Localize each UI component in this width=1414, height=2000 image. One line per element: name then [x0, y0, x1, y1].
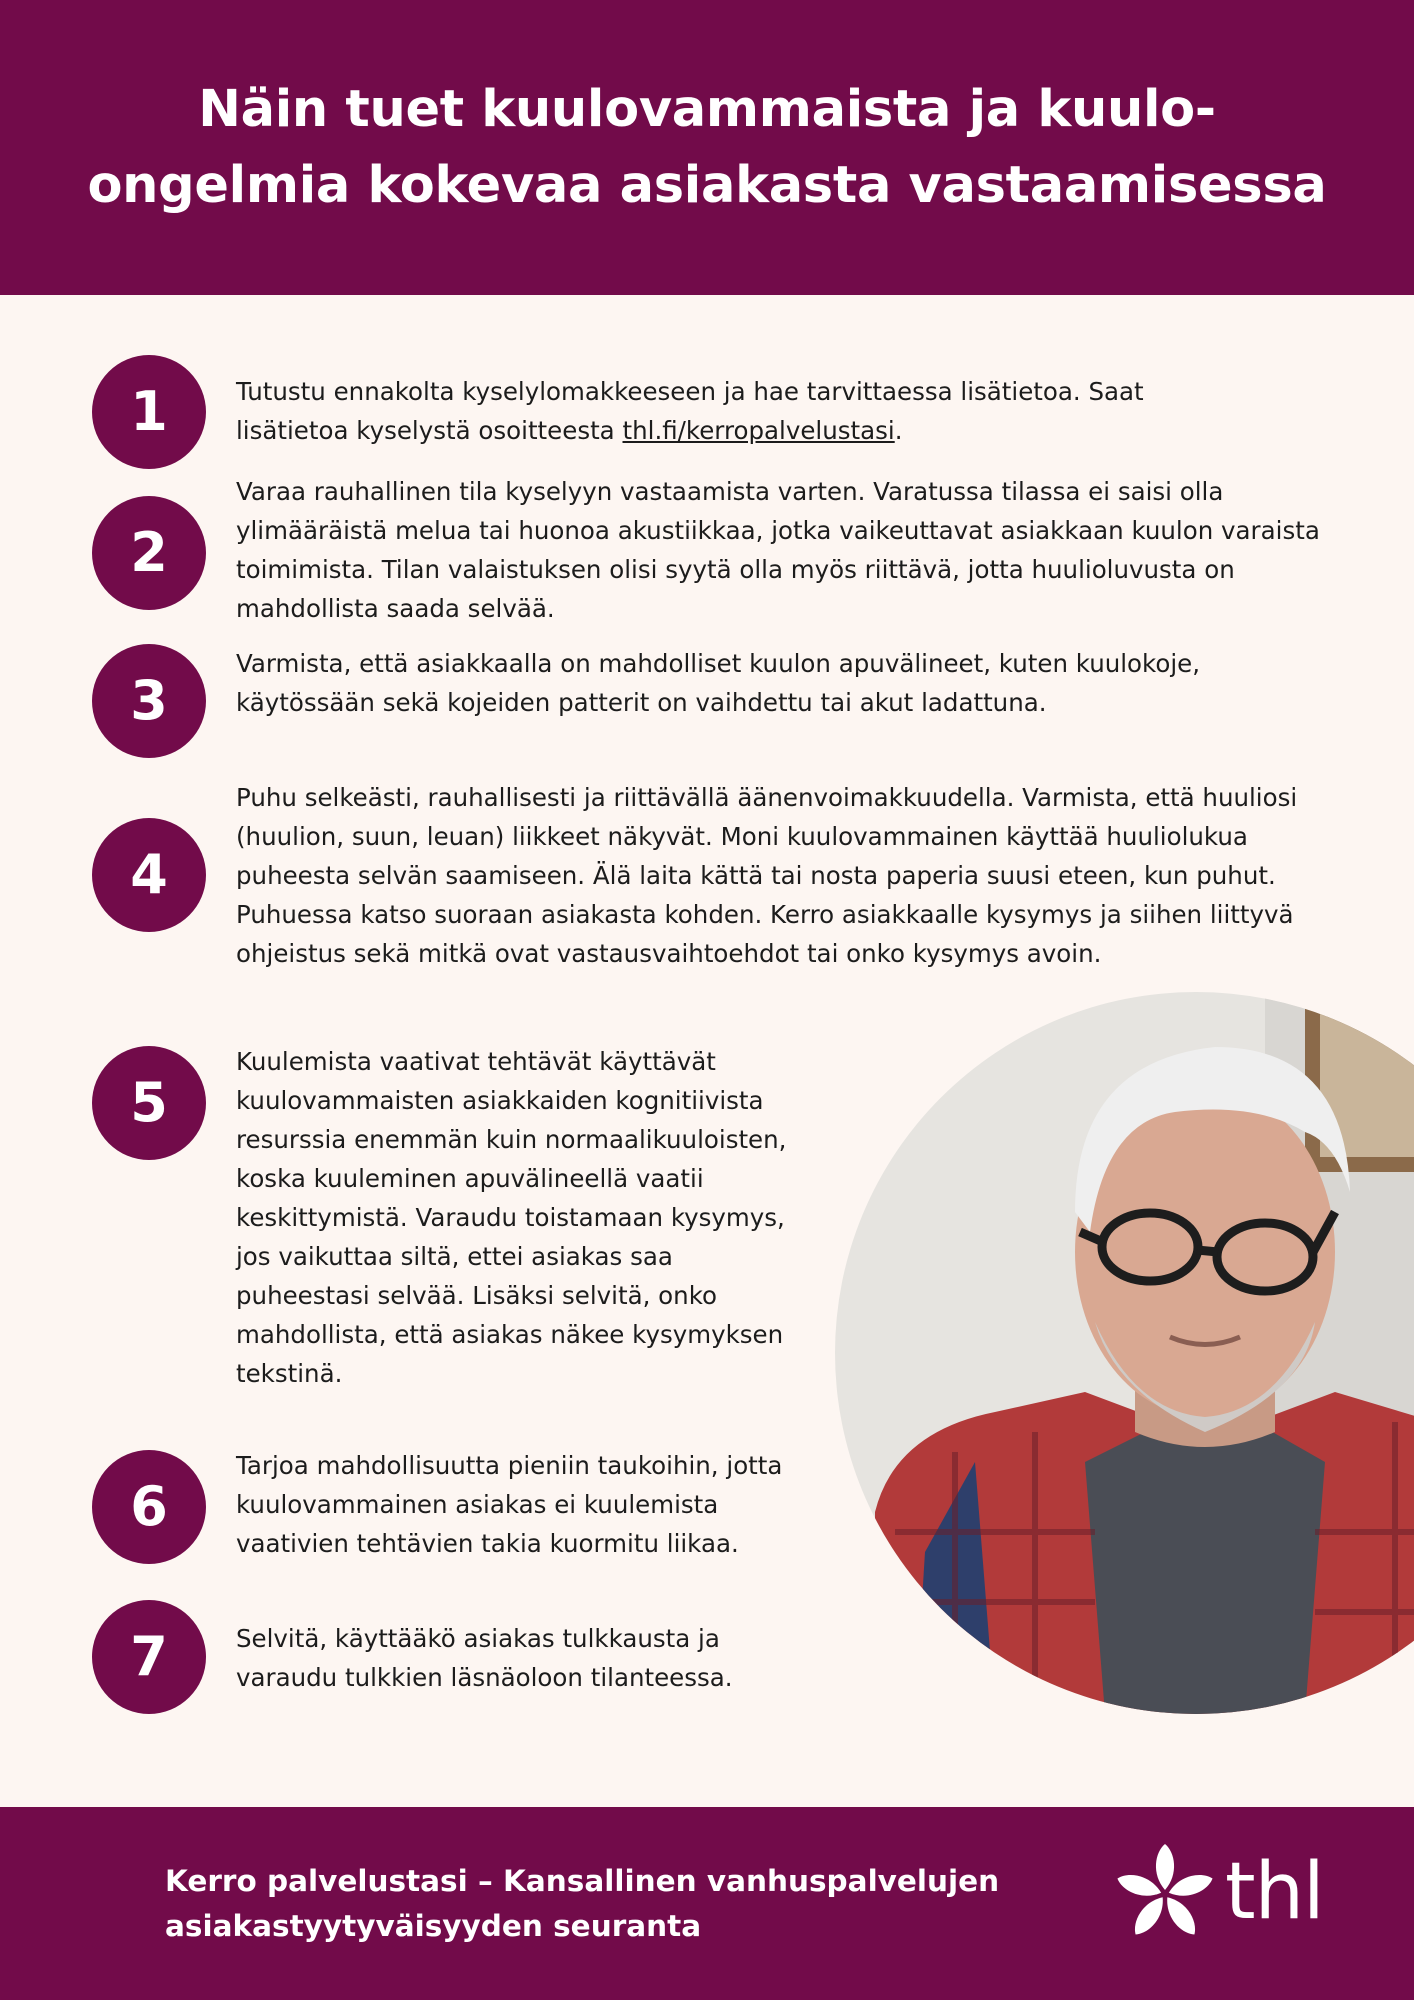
step-text — [236, 372, 1236, 450]
flower-icon — [1110, 1839, 1220, 1949]
kerropalvelustasi-link[interactable]: thl.fi/kerropalvelustasi — [622, 416, 895, 445]
step-number-badge: 4 — [92, 818, 206, 932]
step-number-badge: 2 — [92, 496, 206, 610]
step-text: Varaa rauhallinen tila kyselyyn vastaamista varten. Varatussa tilassa ei saisi olla ylimääräistä melua tai huonoa akustiikkaa, jotka vaikeuttavat asiakkaan kuulon varaista toimimista. Tilan valaistuksen olisi syytä olla myös riittävä, jotta huulioluvusta on mahdollista saada selvää. — [236, 477, 1320, 623]
step-text: Selvitä, käyttääkö asiakas tulkkausta ja varaudu tulkkien läsnäoloon tilanteessa. — [236, 1624, 733, 1692]
thl-logo[interactable] — [1110, 1839, 1340, 1949]
step-text-part: Tutustu ennakolta kyselylomakkeeseen ja hae tarvittaessa lisätietoa. Saat lisätietoa kyselystä osoitteesta — [236, 377, 1144, 445]
step-number-badge: 6 — [92, 1450, 206, 1564]
header-banner — [0, 0, 1414, 295]
step-text: Puhu selkeästi, rauhallisesti ja riittävällä äänenvoimakkuudella. Varmista, että huuliosi (huulion, suun, leuan) liikkeet näkyvät. Moni kuulovammainen käyttää huuliolukua puheesta selvän saamiseen. Älä laita kättä tai nosta paperia suusi eteen, kun puhut. Puhuessa katso suoraan asiakasta kohden. Kerro asiakkaalle kysymys ja siihen liittyvä ohjeistus sekä mitkä ovat vastausvaihtoehdot tai onko kysymys avoin. — [236, 783, 1298, 968]
step-text: Varmista, että asiakkaalla on mahdolliset kuulon apuvälineet, kuten kuulokoje, käytössään sekä kojeiden patterit on vaihdettu tai akut ladattuna. — [236, 649, 1201, 717]
logo-wordmark: thl — [1225, 1847, 1324, 1937]
step-text-end: . — [894, 416, 903, 445]
step-text: Kuulemista vaativat tehtävät käyttävät kuulovammaisten asiakkaiden kognitiivista resurssia enemmän kuin normaalikuuloisten, koska kuuleminen apuvälineellä vaatii keskittymistä. Varaudu toistamaan kysymys, jos vaikuttaa siltä, ettei asiakas saa puheestasi selvää. Lisäksi selvitä, onko mahdollista, että asiakas näkee kysymyksen tekstinä. — [236, 1047, 787, 1388]
elderly-man-photo — [835, 992, 1414, 1714]
step-number-badge: 7 — [92, 1600, 206, 1714]
footer-banner — [0, 1807, 1414, 2000]
step-text: Tarjoa mahdollisuutta pieniin taukoihin, jotta kuulovammainen asiakas ei kuulemista vaativien tehtävien takia kuormitu liikaa. — [236, 1451, 783, 1558]
page-title: Näin tuet kuulovammaista ja kuulo-ongelmia kokevaa asiakasta vastaamisessa — [87, 79, 1327, 215]
step-number-badge: 1 — [92, 355, 206, 469]
photo-illustration — [835, 992, 1414, 1714]
footer-text: Kerro palvelustasi – Kansallinen vanhuspalvelujen asiakastyytyväisyyden seuranta — [165, 1864, 1000, 1943]
step-number-badge: 5 — [92, 1046, 206, 1160]
step-number-badge: 3 — [92, 644, 206, 758]
